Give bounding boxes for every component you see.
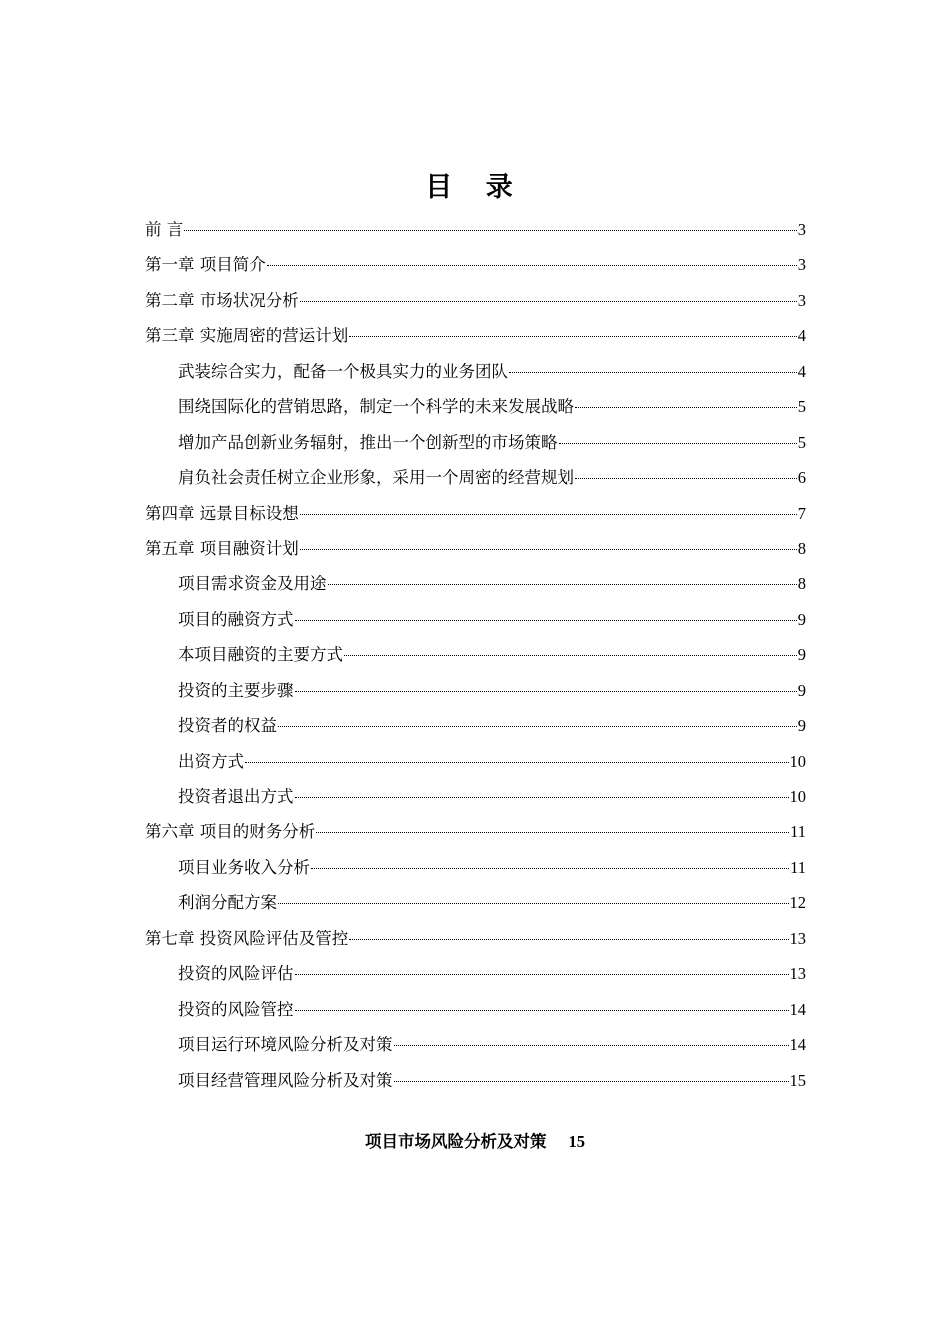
toc-entry-label: 增加产品创新业务辐射，推出一个创新型的市场策略 — [178, 432, 558, 452]
toc-section-entry[interactable] — [145, 460, 806, 495]
toc-dot-leader — [295, 1008, 789, 1011]
toc-dot-leader — [245, 760, 789, 763]
toc-entry-page-number: 13 — [789, 964, 806, 984]
toc-section-entry[interactable] — [145, 602, 806, 637]
toc-section-entry[interactable] — [145, 992, 806, 1027]
toc-dot-leader — [300, 512, 797, 515]
toc-entry-label: 第二章 市场状况分析 — [145, 290, 299, 310]
toc-entry-page-number: 5 — [797, 397, 806, 417]
toc-dot-leader — [349, 334, 797, 337]
toc-dot-leader — [295, 689, 797, 692]
toc-entry-label: 第五章 项目融资计划 — [145, 538, 299, 558]
toc-dot-leader — [267, 263, 797, 266]
toc-section-entry[interactable] — [145, 1063, 806, 1098]
toc-trailing-label: 项目市场风险分析及对策 — [365, 1132, 547, 1151]
toc-entry-label: 投资的风险评估 — [178, 964, 294, 984]
toc-entry-page-number: 3 — [797, 255, 806, 275]
toc-chapter-entry[interactable] — [145, 212, 806, 247]
toc-chapter-entry[interactable] — [145, 283, 806, 318]
toc-dot-leader — [316, 830, 789, 833]
toc-entry-page-number: 9 — [797, 716, 806, 736]
toc-section-entry[interactable] — [145, 389, 806, 424]
toc-section-entry[interactable] — [145, 637, 806, 672]
toc-chapter-entry[interactable] — [145, 921, 806, 956]
toc-dot-leader — [509, 370, 797, 373]
toc-dot-leader — [184, 228, 797, 231]
toc-dot-leader — [295, 795, 789, 798]
toc-dot-leader — [295, 972, 789, 975]
toc-entry-label: 项目经营管理风险分析及对策 — [178, 1070, 393, 1090]
toc-entry-page-number: 9 — [797, 680, 806, 700]
toc-list — [145, 212, 806, 1098]
toc-entry-label: 项目需求资金及用途 — [178, 574, 327, 594]
toc-entry-page-number: 14 — [789, 1035, 806, 1055]
toc-entry-page-number: 4 — [797, 326, 806, 346]
toc-entry-page-number: 3 — [797, 220, 806, 239]
toc-entry-page-number: 9 — [797, 609, 806, 629]
toc-dot-leader — [300, 547, 797, 550]
toc-section-entry[interactable] — [145, 673, 806, 708]
toc-entry-label: 第六章 项目的财务分析 — [145, 822, 316, 842]
toc-entry-label: 第七章 投资风险评估及管控 — [145, 928, 349, 948]
toc-dot-leader — [328, 582, 797, 585]
toc-title: 目 录 — [425, 172, 525, 203]
toc-chapter-entry[interactable] — [145, 814, 806, 849]
toc-entry-page-number: 11 — [790, 822, 806, 842]
toc-dot-leader — [311, 866, 789, 869]
toc-entry-label: 本项目融资的主要方式 — [178, 645, 343, 665]
toc-entry-label: 投资者的权益 — [178, 716, 277, 736]
toc-section-entry[interactable] — [145, 708, 806, 743]
toc-entry-page-number: 8 — [797, 574, 806, 594]
toc-entry-page-number: 11 — [790, 857, 806, 877]
toc-dot-leader — [394, 1079, 789, 1082]
toc-section-entry[interactable] — [145, 850, 806, 885]
toc-entry-page-number: 10 — [789, 787, 806, 806]
toc-entry-page-number: 14 — [789, 999, 806, 1019]
toc-entry-label: 前 言 — [145, 220, 184, 239]
toc-entry-page-number: 6 — [797, 468, 806, 488]
toc-dot-leader — [559, 441, 797, 444]
toc-entry-label: 围绕国际化的营销思路，制定一个科学的未来发展战略 — [178, 397, 574, 417]
toc-entry-page-number: 7 — [797, 503, 806, 523]
toc-dot-leader — [394, 1043, 789, 1046]
toc-dot-leader — [300, 299, 797, 302]
toc-dot-leader — [344, 653, 797, 656]
toc-dot-leader — [278, 901, 789, 904]
toc-section-entry[interactable] — [145, 956, 806, 991]
toc-section-entry[interactable] — [145, 354, 806, 389]
toc-dot-leader — [575, 476, 797, 479]
toc-trailing-page: 15 — [568, 1132, 585, 1151]
toc-entry-label: 第三章 实施周密的营运计划 — [145, 326, 349, 346]
toc-entry-label: 利润分配方案 — [178, 893, 277, 913]
toc-section-entry[interactable] — [145, 1027, 806, 1062]
toc-entry-page-number: 8 — [797, 538, 806, 558]
toc-trailing-entry[interactable] — [0, 1128, 950, 1156]
toc-dot-leader — [278, 724, 797, 727]
toc-entry-label: 武装综合实力，配备一个极具实力的业务团队 — [178, 361, 508, 381]
toc-section-entry[interactable] — [145, 425, 806, 460]
toc-entry-label: 项目业务收入分析 — [178, 857, 310, 877]
toc-section-entry[interactable] — [145, 779, 806, 814]
toc-entry-label: 投资者退出方式 — [178, 787, 294, 806]
toc-dot-leader — [295, 618, 797, 621]
toc-dot-leader — [575, 405, 797, 408]
toc-section-entry[interactable] — [145, 885, 806, 920]
toc-entry-page-number: 12 — [789, 893, 806, 913]
toc-entry-label: 出资方式 — [178, 751, 244, 771]
toc-entry-page-number: 13 — [789, 928, 806, 948]
toc-entry-page-number: 4 — [797, 361, 806, 381]
toc-entry-label: 第四章 远景目标设想 — [145, 503, 299, 523]
toc-entry-label: 项目的融资方式 — [178, 609, 294, 629]
toc-entry-label: 肩负社会责任树立企业形象，采用一个周密的经营规划 — [178, 468, 574, 488]
toc-section-entry[interactable] — [145, 744, 806, 779]
toc-entry-page-number: 5 — [797, 432, 806, 452]
toc-entry-label: 投资的主要步骤 — [178, 680, 294, 700]
toc-chapter-entry[interactable] — [145, 247, 806, 282]
toc-entry-label: 项目运行环境风险分析及对策 — [178, 1035, 393, 1055]
toc-entry-page-number: 10 — [789, 751, 806, 771]
toc-dot-leader — [349, 937, 788, 940]
toc-entry-page-number: 3 — [797, 290, 806, 310]
toc-chapter-entry[interactable] — [145, 531, 806, 566]
toc-entry-label: 第一章 项目简介 — [145, 255, 266, 275]
toc-chapter-entry[interactable] — [145, 496, 806, 531]
toc-section-entry[interactable] — [145, 566, 806, 601]
toc-entry-label: 投资的风险管控 — [178, 999, 294, 1019]
toc-chapter-entry[interactable] — [145, 318, 806, 353]
toc-entry-page-number: 15 — [789, 1070, 806, 1090]
toc-entry-page-number: 9 — [797, 645, 806, 665]
